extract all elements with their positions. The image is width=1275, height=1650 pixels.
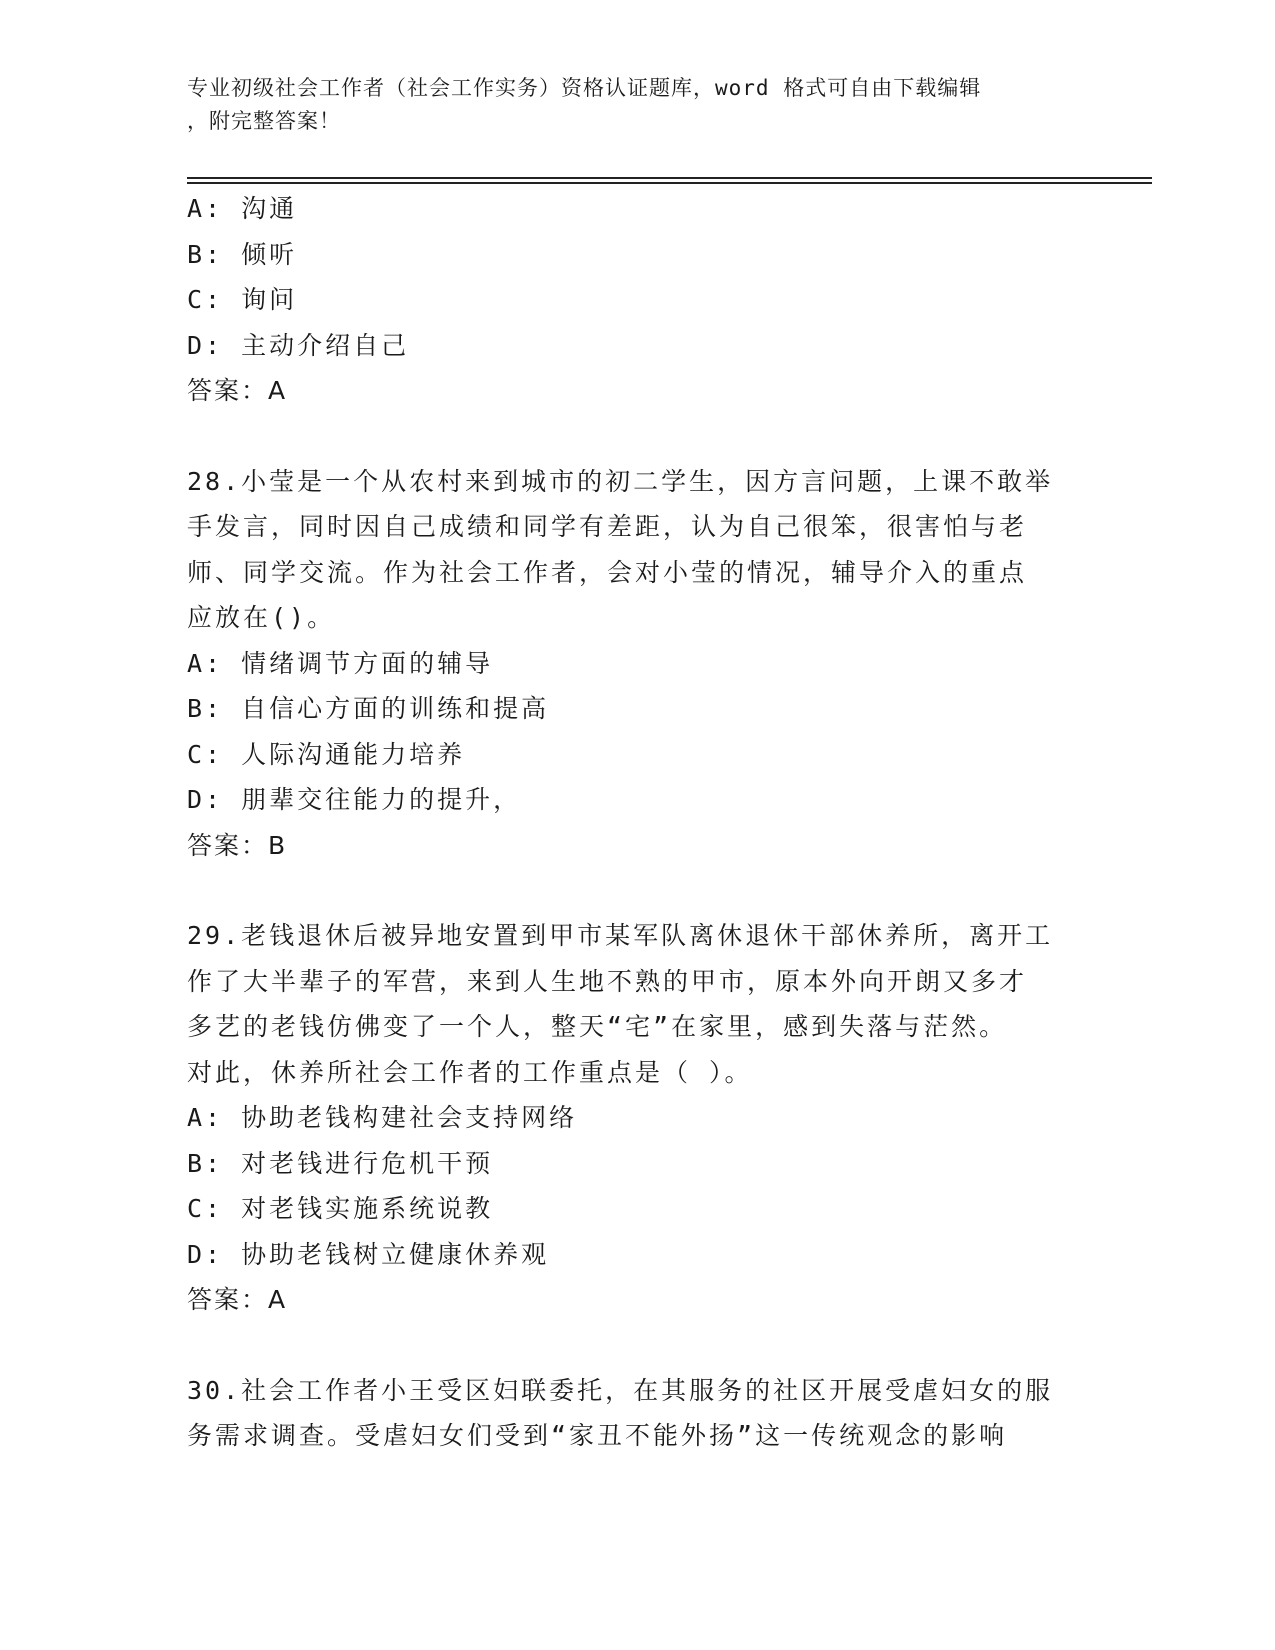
option-b: B: 倾听	[187, 239, 298, 269]
option-a: A: 协助老钱构建社会支持网络	[187, 1103, 578, 1132]
question-stem-line: 28.小莹是一个从农村来到城市的初二学生，因方言问题，上课不敢举	[187, 466, 1054, 496]
header-line-1: 专业初级社会工作者（社会工作实务）资格认证题库，word 格式可自由下载编辑	[187, 76, 982, 100]
option-d: D: 朋辈交往能力的提升，	[187, 785, 522, 814]
question-30	[187, 1368, 1087, 1459]
option-a: A: 情绪调节方面的辅导	[187, 648, 494, 678]
question-stem-line: 作了大半辈子的军营，来到人生地不熟的甲市，原本外向开朗又多才	[187, 966, 1028, 996]
question-stem-line: 手发言，同时因自己成绩和同学有差距，认为自己很笨，很害怕与老	[187, 512, 1028, 541]
option-b: B: 对老钱进行危机干预	[187, 1148, 494, 1178]
header-divider-bottom	[187, 182, 1152, 184]
question-stem-line: 务需求调查。受虐妇女们受到“家丑不能外扬”这一传统观念的影响	[187, 1421, 1008, 1450]
option-b: B: 自信心方面的训练和提高	[187, 694, 550, 723]
question-29	[187, 913, 1087, 1323]
answer-line: 答案：B	[187, 830, 288, 860]
option-c: C: 询问	[187, 285, 298, 314]
question-list	[187, 186, 1087, 1459]
page-header	[187, 72, 1067, 138]
question-stem-line: 29.老钱退休后被异地安置到甲市某军队离休退休干部休养所，离开工	[187, 921, 1054, 950]
option-a: A: 沟通	[187, 194, 298, 223]
question-stem-line: 应放在()。	[187, 603, 336, 632]
question-27	[187, 186, 1087, 414]
header-line-2: ，附完整答案！	[187, 109, 341, 133]
answer-line: 答案：A	[187, 376, 288, 405]
question-stem-line: 30.社会工作者小王受区妇联委托，在其服务的社区开展受虐妇女的服	[187, 1375, 1054, 1405]
option-c: C: 对老钱实施系统说教	[187, 1194, 494, 1223]
question-stem-line: 师、同学交流。作为社会工作者，会对小莹的情况，辅导介入的重点	[187, 557, 1028, 587]
answer-line: 答案：A	[187, 1285, 288, 1314]
option-c: C: 人际沟通能力培养	[187, 739, 466, 769]
option-d: D: 协助老钱树立健康休养观	[187, 1239, 550, 1269]
question-stem-line: 对此，休养所社会工作者的工作重点是（ ）。	[187, 1057, 753, 1087]
question-28	[187, 459, 1087, 869]
header-divider-top	[187, 177, 1152, 179]
question-stem-line: 多艺的老钱仿佛变了一个人，整天“宅”在家里，感到失落与茫然。	[187, 1012, 1008, 1041]
option-d: D: 主动介绍自己	[187, 330, 410, 360]
